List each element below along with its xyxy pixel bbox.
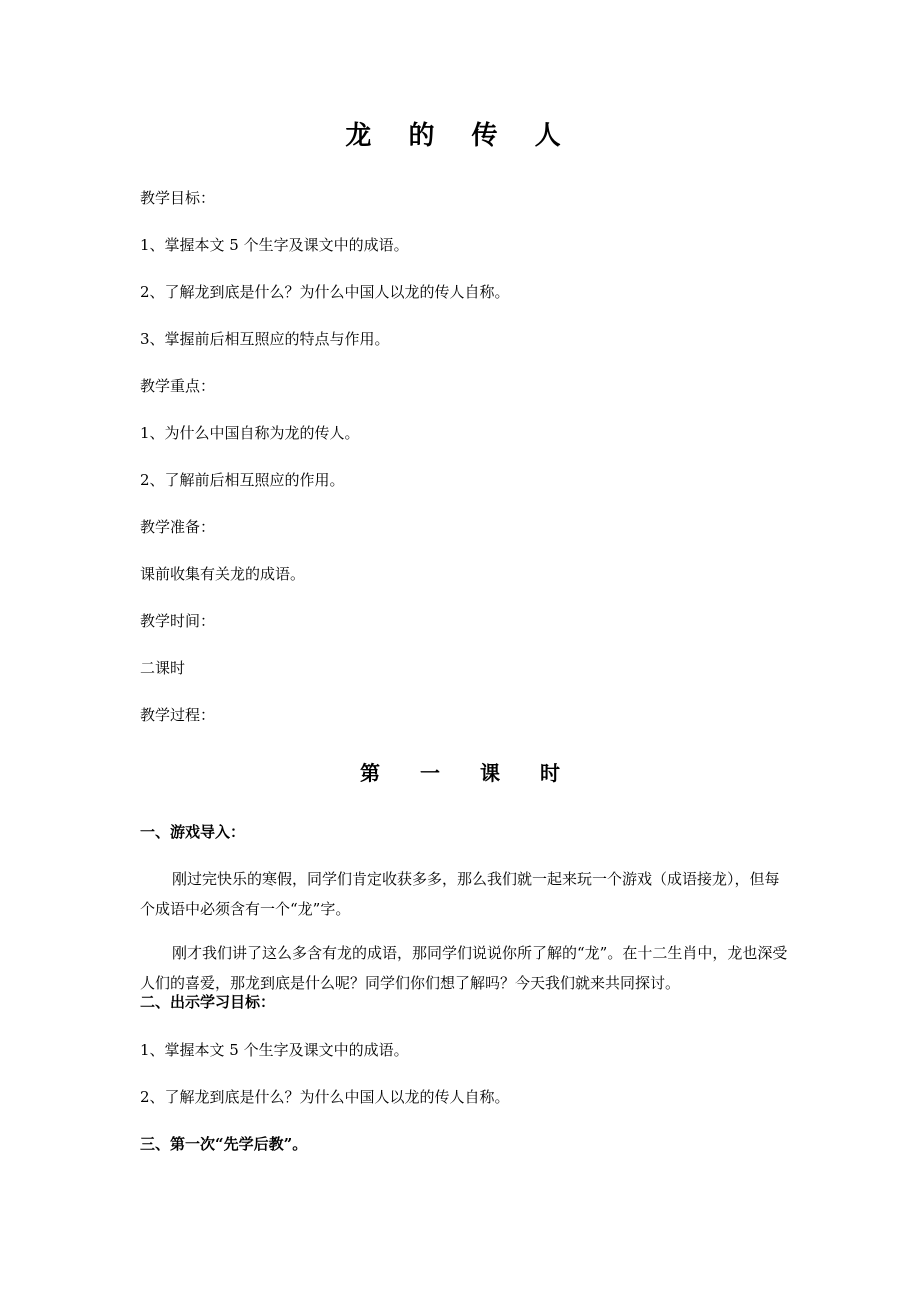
goal-item: 2、了解龙到底是什么？为什么中国人以龙的传人自称。 [140, 283, 510, 301]
prep-text: 课前收集有关龙的成语。 [140, 565, 306, 583]
goal-item: 1、掌握本文 5 个生字及课文中的成语。 [140, 236, 409, 254]
section2-item: 1、掌握本文 5 个生字及课文中的成语。 [140, 1041, 409, 1059]
lesson-title-char: 第 [360, 761, 380, 785]
key-point-item: 2、了解前后相互照应的作用。 [140, 471, 345, 489]
goal-item: 3、掌握前后相互照应的特点与作用。 [140, 330, 390, 348]
lesson-title-char: 时 [540, 761, 560, 785]
goals-heading: 教学目标： [140, 189, 216, 207]
lesson-title-char: 一 [420, 761, 440, 785]
document-title: 龙 的 传 人 [345, 121, 575, 151]
process-heading: 教学过程： [140, 706, 216, 724]
section2-heading: 二、出示学习目标： [140, 993, 276, 1011]
lesson-title [0, 758, 920, 788]
key-heading: 教学重点： [140, 377, 216, 395]
lesson-title-char: 课 [480, 761, 500, 785]
section1-paragraph: 刚才我们讲了这么多含有龙的成语，那同学们说说你所了解的“龙”。在十二生肖中，龙也深受人们的喜爱，那龙到底是什么呢？同学们你们想了解吗？今天我们就来共同探讨。 [140, 944, 788, 992]
section2-item: 2、了解龙到底是什么？为什么中国人以龙的传人自称。 [140, 1088, 510, 1106]
section1-paragraph: 刚过完快乐的寒假，同学们肯定收获多多，那么我们就一起来玩一个游戏（成语接龙），但每个成语中必须含有一个“龙”字。 [140, 870, 780, 918]
time-text: 二课时 [140, 659, 186, 677]
time-heading: 教学时间： [140, 612, 216, 630]
key-point-item: 1、为什么中国自称为龙的传人。 [140, 424, 360, 442]
section3-heading: 三、第一次“先学后教”。 [140, 1135, 308, 1153]
prep-heading: 教学准备： [140, 518, 216, 536]
section1-heading: 一、游戏导入： [140, 823, 246, 841]
